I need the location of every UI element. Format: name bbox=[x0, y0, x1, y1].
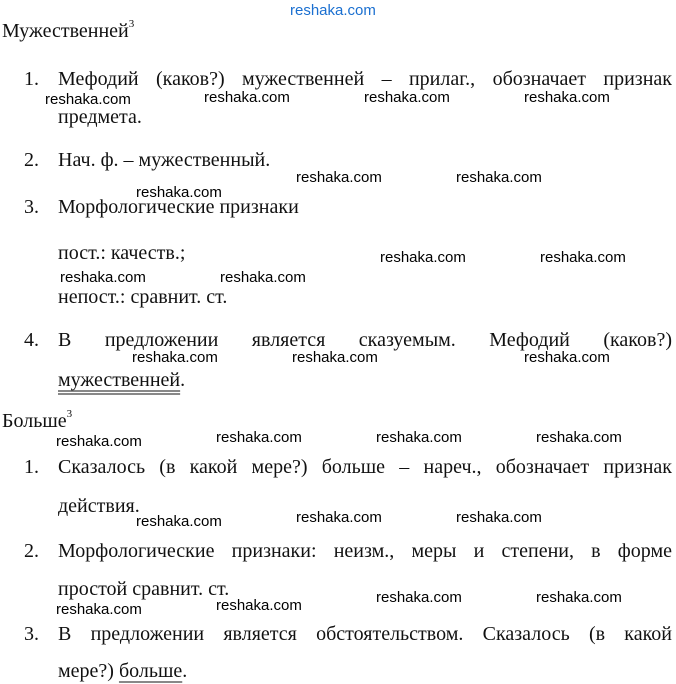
item-number: 1. bbox=[24, 68, 39, 90]
item-text-cont bbox=[58, 660, 187, 683]
adverbial-word: больше bbox=[118, 660, 183, 682]
heading-text: Мужественней bbox=[2, 20, 129, 42]
watermark: reshaka.com bbox=[376, 589, 462, 606]
watermark: reshaka.com bbox=[60, 269, 146, 286]
watermark: reshaka.com bbox=[216, 429, 302, 446]
watermark: reshaka.com bbox=[456, 509, 542, 526]
item-number: 2. bbox=[24, 540, 39, 562]
item-number: 4. bbox=[24, 329, 39, 351]
item-number: 2. bbox=[24, 149, 39, 171]
watermark: reshaka.com bbox=[292, 349, 378, 366]
item-text-cont: предмета. bbox=[58, 106, 142, 128]
watermark: reshaka.com bbox=[536, 589, 622, 606]
watermark-top: reshaka.com bbox=[290, 2, 376, 19]
watermark: reshaka.com bbox=[136, 513, 222, 530]
item-text-cont: простой сравнит. ст. bbox=[58, 578, 230, 600]
watermark: reshaka.com bbox=[136, 184, 222, 201]
text-head: мере?) bbox=[58, 660, 119, 682]
watermark: reshaka.com bbox=[376, 429, 462, 446]
variable-features: непост.: сравнит. ст. bbox=[58, 286, 228, 308]
watermark: reshaka.com bbox=[216, 597, 302, 614]
watermark: reshaka.com bbox=[56, 433, 142, 450]
watermark: reshaka.com bbox=[204, 89, 290, 106]
watermark: reshaka.com bbox=[364, 89, 450, 106]
constant-features: пост.: качеств.; bbox=[58, 242, 186, 264]
item-text: В предложении является обстоятельством. Сказалось (в какой bbox=[58, 623, 672, 645]
period: . bbox=[182, 660, 188, 682]
watermark: reshaka.com bbox=[56, 601, 142, 618]
watermark: reshaka.com bbox=[456, 169, 542, 186]
item-text-cont bbox=[58, 369, 185, 392]
watermark: reshaka.com bbox=[524, 89, 610, 106]
item-number: 3. bbox=[24, 623, 39, 645]
item-number: 1. bbox=[24, 456, 39, 478]
watermark: reshaka.com bbox=[132, 349, 218, 366]
item-text: Морфологические признаки bbox=[58, 196, 299, 218]
item-text-cont: действия. bbox=[58, 495, 140, 517]
item-number: 3. bbox=[24, 196, 39, 218]
predicate-word: мужественней bbox=[58, 369, 181, 391]
watermark: reshaka.com bbox=[45, 91, 131, 108]
heading-sup: 3 bbox=[66, 408, 73, 420]
watermark: reshaka.com bbox=[536, 429, 622, 446]
heading-sup: 3 bbox=[128, 18, 135, 30]
watermark: reshaka.com bbox=[524, 349, 610, 366]
item-text: Морфологические признаки: неизм., меры и степени, в форме bbox=[58, 540, 672, 562]
watermark: reshaka.com bbox=[540, 249, 626, 266]
watermark: reshaka.com bbox=[380, 249, 466, 266]
heading-text: Больше bbox=[2, 410, 67, 432]
period: . bbox=[180, 369, 186, 391]
watermark: reshaka.com bbox=[296, 509, 382, 526]
item-text: Нач. ф. – мужественный. bbox=[58, 149, 271, 171]
section-heading bbox=[2, 410, 72, 433]
watermark: reshaka.com bbox=[220, 269, 306, 286]
item-text: Сказалось (в какой мере?) больше – нареч., обозначает признак bbox=[58, 456, 672, 478]
section-heading bbox=[2, 20, 134, 43]
item-text: Мефодий (каков?) мужественней – прилаг., обозначает признак bbox=[58, 68, 672, 90]
item-text: В предложении является сказуемым. Мефодий (каков?) bbox=[58, 329, 672, 351]
watermark: reshaka.com bbox=[296, 169, 382, 186]
